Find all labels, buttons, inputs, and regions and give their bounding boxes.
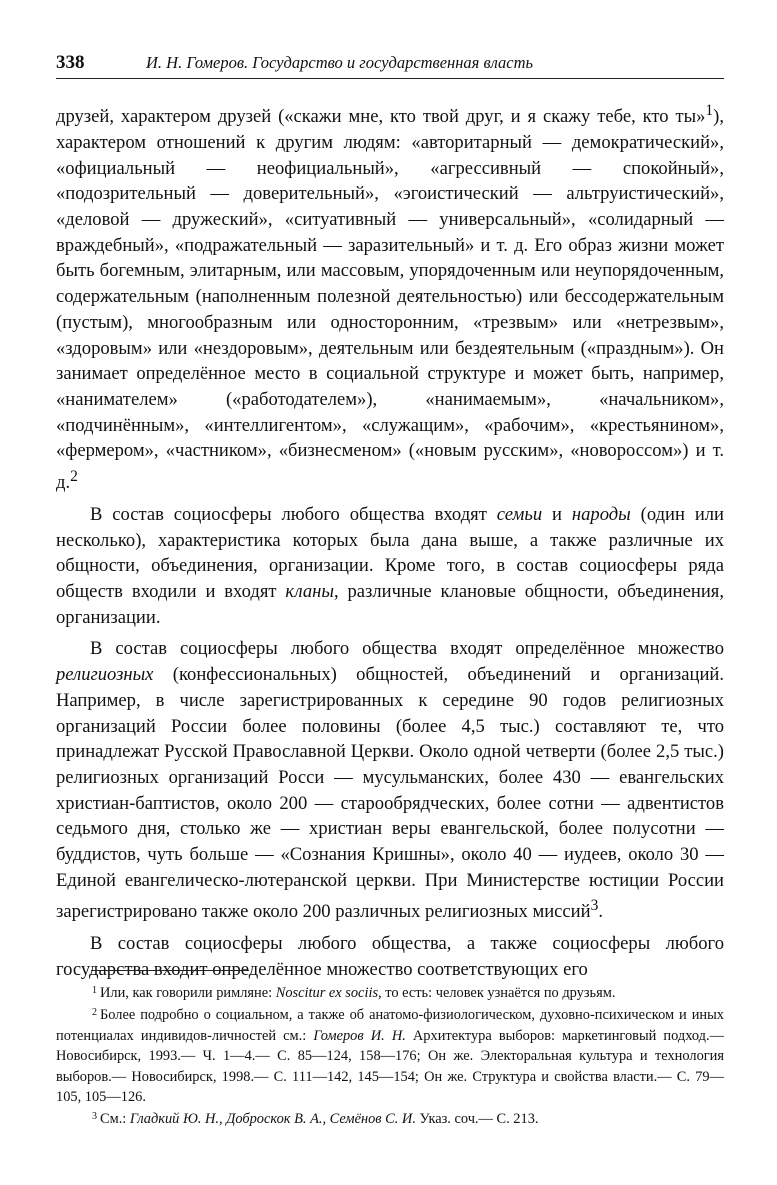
paragraph-4 bbox=[56, 931, 724, 982]
text-run: и bbox=[542, 503, 572, 525]
footnote-1 bbox=[56, 981, 724, 1003]
author-name: Гладкий Ю. Н., Доброскок В. А., Семёнов С. И. bbox=[129, 1111, 416, 1128]
text-run: В состав социосферы любого общества входят bbox=[90, 503, 497, 525]
text-run: Или, как говорили римляне: bbox=[100, 985, 276, 1001]
footnote-2 bbox=[56, 1003, 724, 1107]
footnotes bbox=[56, 981, 724, 1130]
footnote-3 bbox=[56, 1107, 724, 1129]
paragraph-2 bbox=[56, 502, 724, 631]
footnote-mark: 3 bbox=[92, 1111, 97, 1123]
running-head: И. Н. Гомеров. Государство и государственная власть bbox=[146, 53, 534, 72]
text-run: В состав социосферы любого общества, а также социосферы любого государства входит определённое множество соответствующих его bbox=[56, 933, 724, 981]
text-run: друзей, характером друзей («скажи мне, кто твой друг, и я скажу тебе, кто ты» bbox=[56, 106, 706, 128]
text-run: , то есть: человек узнаётся по друзьям. bbox=[378, 985, 616, 1001]
footnote-mark: 2 bbox=[92, 1007, 97, 1019]
text-run: В состав социосферы любого общества входят определённое множество bbox=[90, 638, 724, 660]
paragraph-3 bbox=[56, 636, 724, 925]
page-header bbox=[56, 52, 724, 79]
text-run: Архитектура выборов: маркетинговый подход.— Новосибирск, 1993.— Ч. 1—4.— С. 85—124, 158—176; Он же. Электоральная культура и технология выборов.— Новосибирск, 1998.— С. 111—142, 145—154; Он же. Структура и свойства власти.— С. 79—105, 105—126. bbox=[56, 1027, 724, 1106]
emphasis-term: народы bbox=[571, 503, 631, 525]
text-run: Более подробно о социальном, а также об анатомо-физиологическом, духовно-психическом и иных потенциалах индивидов-личностей см.: bbox=[56, 1007, 724, 1044]
author-name: Гомеров И. Н. bbox=[313, 1027, 406, 1044]
page-number: 338 bbox=[56, 52, 85, 73]
text-run: . bbox=[598, 901, 603, 923]
text-run: См.: bbox=[100, 1111, 130, 1128]
footnote-divider bbox=[91, 970, 249, 971]
footnote-mark: 1 bbox=[92, 985, 97, 996]
body-text bbox=[56, 98, 724, 983]
emphasis-term: Noscitur ex sociis bbox=[275, 985, 379, 1001]
text-run: (один или несколько), характеристика которых была дана выше, а также различные их общности, объединения, организации. Кроме того, в состав социосферы ряда обществ входили и входят bbox=[56, 503, 725, 603]
text-run: (конфессиональных) общностей, объединений и организаций. Например, в числе зарегистрированных к середине 90 годов религиозных организаций России более половины (более 4,5 тыс.) составляют те, что принадлежат Русской Православной Церкви. Около одной четверти (более 2,5 тыс.) религиозных организаций Росси — мусульманских, более 430 — евангельских христиан-баптистов, около 200 — старообрядческих, более сотни — адвентистов седьмого дня, столько же — христиан веры евангельской, более полусотни — буддистов, чуть больше — «Сознания Кришны», около 40 — иудеев, около 30 — Единой евангелическо-лютеранской церкви. При Министерстве юстиции России зарегистрировано также около 200 различных религиозных миссий bbox=[56, 664, 724, 923]
text-run: , различные клановые общности, объединения, организации. bbox=[56, 581, 724, 628]
paragraph-1 bbox=[56, 98, 724, 496]
footnote-ref-3: 3 bbox=[590, 897, 599, 915]
footnote-ref-1: 1 bbox=[705, 102, 714, 119]
text-run: ), характером отношений к другим людям: «авторитарный — демократический», «официальный — неофициальный», «агрессивный — спокойный», «подозрительный — доверительный», «эгоистический — альтруистический», «деловой — дружеский», «ситуативный — универсальный», «солидарный — враждебный», «подражательный — заразительный» и т. д. Его образ жизни может быть богемным, элитарным, или массовым, упорядоченным или неупорядоченным, содержательным (наполненным полезной деятельностью) или бессодержательным (пустым), многообразным или односторонним, «трезвым» или «нетрезвым», «здоровым» или «нездоровым», деятельным или бездеятельным («праздным»). Он занимает определённое место в социальной структуре и может быть, например, «нанимателем» («работодателем»), «нанимаемым», «начальником», «подчинённым», «интеллигентом», «служащим», «рабочим», «крестьянином», «фермером», «частником», «бизнесменом» («новым русским», «новороссом») и т. д. bbox=[56, 106, 724, 494]
emphasis-term: религиозных bbox=[56, 664, 154, 686]
emphasis-term: кланы bbox=[285, 581, 334, 603]
emphasis-term: семьи bbox=[496, 503, 543, 525]
text-run: Указ. соч.— С. 213. bbox=[415, 1111, 539, 1128]
footnote-ref-2: 2 bbox=[70, 468, 78, 486]
